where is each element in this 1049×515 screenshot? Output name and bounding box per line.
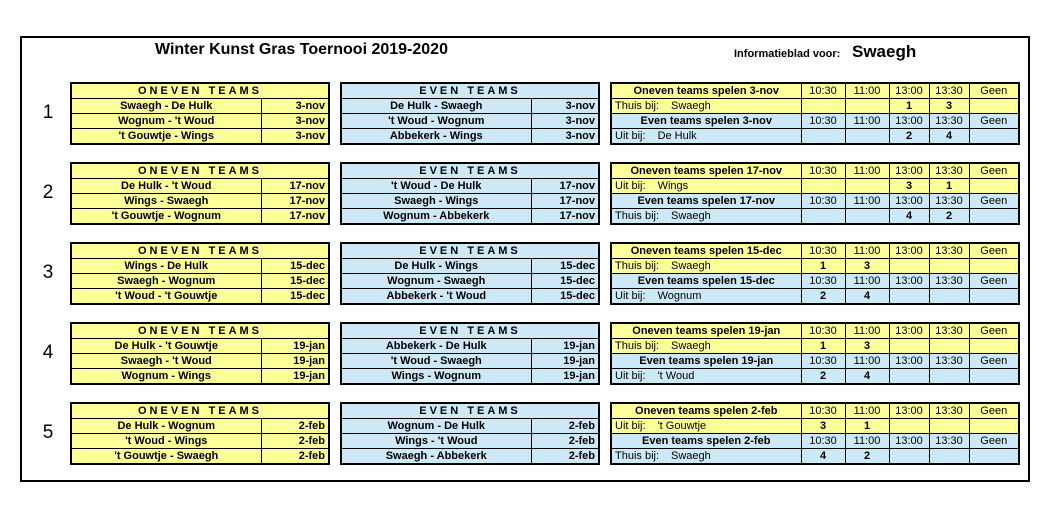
location-type: Uit bij: bbox=[615, 179, 646, 192]
even-location-row bbox=[611, 129, 1019, 145]
table-row bbox=[341, 99, 599, 114]
match-cell: De Hulk - Swaegh bbox=[341, 99, 531, 114]
table-row bbox=[71, 259, 329, 274]
match-cell: Swaegh - Wognum bbox=[71, 274, 261, 289]
field-number-cell bbox=[929, 419, 969, 434]
field-number-cell bbox=[889, 259, 929, 274]
schedule-info-table-round-4 bbox=[610, 322, 1020, 385]
field-number-cell bbox=[845, 99, 889, 114]
table-row bbox=[341, 179, 599, 194]
oneven-schedule-row bbox=[611, 243, 1019, 259]
date-cell: 19-jan bbox=[531, 369, 599, 385]
field-number-cell bbox=[929, 289, 969, 305]
time-slot-cell: 11:00 bbox=[845, 354, 889, 369]
round-number: 3 bbox=[42, 262, 54, 283]
oneven-schedule-label: Oneven teams spelen 19-jan bbox=[611, 323, 801, 339]
table-row bbox=[341, 289, 599, 305]
time-slot-cell: 13:30 bbox=[929, 243, 969, 259]
table-row bbox=[71, 449, 329, 465]
table-row bbox=[71, 99, 329, 114]
even-schedule-label: Even teams spelen 17-nov bbox=[611, 194, 801, 209]
time-slot-cell: 13:00 bbox=[889, 114, 929, 129]
time-slot-cell: 10:30 bbox=[801, 274, 845, 289]
round-number: 2 bbox=[42, 182, 54, 203]
field-number-cell bbox=[969, 209, 1019, 225]
date-cell: 2-feb bbox=[261, 449, 329, 465]
match-cell: 't Woud - Wings bbox=[71, 434, 261, 449]
field-number-cell: 2 bbox=[801, 289, 845, 305]
even-schedule-row bbox=[611, 354, 1019, 369]
date-cell: 19-jan bbox=[531, 354, 599, 369]
table-header-row bbox=[341, 403, 599, 419]
match-cell: Swaegh - Abbekerk bbox=[341, 449, 531, 465]
table-row bbox=[341, 274, 599, 289]
table-header-row bbox=[341, 323, 599, 339]
table-row bbox=[71, 209, 329, 225]
match-cell: Wings - 't Woud bbox=[341, 434, 531, 449]
time-slot-cell: Geen bbox=[969, 114, 1019, 129]
match-cell: 't Gouwtje - Swaegh bbox=[71, 449, 261, 465]
field-number-cell: 3 bbox=[845, 259, 889, 274]
even-location-row bbox=[611, 369, 1019, 385]
field-number-cell: 1 bbox=[889, 99, 929, 114]
field-number-cell bbox=[889, 339, 929, 354]
oneven-teams-header: ONEVEN TEAMS bbox=[71, 323, 329, 339]
location-team: Wognum bbox=[657, 289, 702, 302]
oneven-teams-header: ONEVEN TEAMS bbox=[71, 163, 329, 179]
time-slot-cell: Geen bbox=[969, 403, 1019, 419]
date-cell: 15-dec bbox=[261, 259, 329, 274]
field-number-cell bbox=[801, 209, 845, 225]
match-cell: 't Woud - 't Gouwtje bbox=[71, 289, 261, 305]
even-schedule-row bbox=[611, 434, 1019, 449]
table-row bbox=[341, 194, 599, 209]
field-number-cell bbox=[969, 419, 1019, 434]
round-number: 4 bbox=[42, 342, 54, 363]
location-type: Uit bij: bbox=[615, 129, 646, 142]
date-cell: 3-nov bbox=[261, 114, 329, 129]
location-team: Swaegh bbox=[671, 259, 711, 272]
oneven-location-row bbox=[611, 179, 1019, 194]
oneven-teams-table-round-4 bbox=[70, 322, 330, 385]
table-row bbox=[341, 129, 599, 145]
oneven-teams-header: ONEVEN TEAMS bbox=[71, 403, 329, 419]
even-teams-table-round-4 bbox=[340, 322, 600, 385]
match-cell: Wognum - Swaegh bbox=[341, 274, 531, 289]
field-number-cell: 2 bbox=[889, 129, 929, 145]
field-number-cell: 1 bbox=[801, 259, 845, 274]
time-slot-cell: 13:00 bbox=[889, 243, 929, 259]
oneven-location-cell bbox=[611, 259, 801, 274]
time-slot-cell: 13:30 bbox=[929, 194, 969, 209]
match-cell: Wognum - Abbekerk bbox=[341, 209, 531, 225]
oneven-schedule-label: Oneven teams spelen 3-nov bbox=[611, 83, 801, 99]
table-row bbox=[71, 289, 329, 305]
field-number-cell bbox=[801, 99, 845, 114]
time-slot-cell: 13:00 bbox=[889, 163, 929, 179]
time-slot-cell: 11:00 bbox=[845, 323, 889, 339]
even-location-cell bbox=[611, 129, 801, 145]
date-cell: 17-nov bbox=[261, 209, 329, 225]
time-slot-cell: Geen bbox=[969, 163, 1019, 179]
table-header-row bbox=[71, 163, 329, 179]
time-slot-cell: 13:30 bbox=[929, 83, 969, 99]
even-schedule-row bbox=[611, 274, 1019, 289]
time-slot-cell: 13:30 bbox=[929, 274, 969, 289]
time-slot-cell: 13:00 bbox=[889, 323, 929, 339]
field-number-cell bbox=[929, 449, 969, 465]
match-cell: Wings - Wognum bbox=[341, 369, 531, 385]
table-row bbox=[341, 339, 599, 354]
table-header-row bbox=[71, 83, 329, 99]
field-number-cell bbox=[969, 99, 1019, 114]
even-location-row bbox=[611, 209, 1019, 225]
match-cell: 't Woud - Swaegh bbox=[341, 354, 531, 369]
field-number-cell: 4 bbox=[845, 369, 889, 385]
even-location-cell bbox=[611, 369, 801, 385]
date-cell: 2-feb bbox=[261, 419, 329, 434]
date-cell: 15-dec bbox=[531, 289, 599, 305]
date-cell: 2-feb bbox=[531, 419, 599, 434]
field-number-cell bbox=[969, 289, 1019, 305]
field-number-cell bbox=[845, 129, 889, 145]
even-location-cell bbox=[611, 449, 801, 465]
even-teams-header: EVEN TEAMS bbox=[341, 323, 599, 339]
even-schedule-row bbox=[611, 194, 1019, 209]
table-row bbox=[71, 419, 329, 434]
time-slot-cell: 10:30 bbox=[801, 243, 845, 259]
even-teams-table-round-2 bbox=[340, 162, 600, 225]
field-number-cell bbox=[969, 449, 1019, 465]
oneven-teams-header: ONEVEN TEAMS bbox=[71, 243, 329, 259]
even-location-row bbox=[611, 449, 1019, 465]
table-row bbox=[341, 419, 599, 434]
field-number-cell: 2 bbox=[845, 449, 889, 465]
even-teams-header: EVEN TEAMS bbox=[341, 163, 599, 179]
location-type: Thuis bij: bbox=[615, 209, 660, 222]
time-slot-cell: 11:00 bbox=[845, 243, 889, 259]
oneven-schedule-label: Oneven teams spelen 2-feb bbox=[611, 403, 801, 419]
field-number-cell: 1 bbox=[929, 179, 969, 194]
date-cell: 3-nov bbox=[531, 129, 599, 145]
even-teams-table-round-5 bbox=[340, 402, 600, 465]
field-number-cell: 3 bbox=[845, 339, 889, 354]
match-cell: Swaegh - De Hulk bbox=[71, 99, 261, 114]
field-number-cell bbox=[929, 259, 969, 274]
location-type: Uit bij: bbox=[615, 419, 646, 432]
schedule-info-table-round-3 bbox=[610, 242, 1020, 305]
oneven-teams-table-round-1 bbox=[70, 82, 330, 145]
date-cell: 17-nov bbox=[531, 209, 599, 225]
even-location-cell bbox=[611, 209, 801, 225]
time-slot-cell: Geen bbox=[969, 354, 1019, 369]
time-slot-cell: 13:00 bbox=[889, 434, 929, 449]
table-header-row bbox=[71, 243, 329, 259]
even-schedule-label: Even teams spelen 15-dec bbox=[611, 274, 801, 289]
oneven-teams-table-round-3 bbox=[70, 242, 330, 305]
even-schedule-label: Even teams spelen 19-jan bbox=[611, 354, 801, 369]
time-slot-cell: 13:00 bbox=[889, 403, 929, 419]
date-cell: 3-nov bbox=[531, 114, 599, 129]
field-number-cell: 2 bbox=[801, 369, 845, 385]
table-row bbox=[71, 369, 329, 385]
location-team: Wings bbox=[657, 179, 689, 192]
field-number-cell: 3 bbox=[929, 99, 969, 114]
field-number-cell bbox=[929, 339, 969, 354]
oneven-location-row bbox=[611, 339, 1019, 354]
time-slot-cell: 13:30 bbox=[929, 403, 969, 419]
time-slot-cell: Geen bbox=[969, 323, 1019, 339]
match-cell: Abbekerk - 't Woud bbox=[341, 289, 531, 305]
field-number-cell bbox=[969, 129, 1019, 145]
location-team: Swaegh bbox=[671, 339, 711, 352]
table-row bbox=[341, 354, 599, 369]
location-team: De Hulk bbox=[657, 129, 697, 142]
oneven-schedule-row bbox=[611, 323, 1019, 339]
oneven-schedule-label: Oneven teams spelen 15-dec bbox=[611, 243, 801, 259]
time-slot-cell: 10:30 bbox=[801, 403, 845, 419]
match-cell: 't Woud - Wognum bbox=[341, 114, 531, 129]
even-teams-table-round-3 bbox=[340, 242, 600, 305]
even-teams-header: EVEN TEAMS bbox=[341, 83, 599, 99]
oneven-location-row bbox=[611, 259, 1019, 274]
time-slot-cell: 10:30 bbox=[801, 323, 845, 339]
time-slot-cell: Geen bbox=[969, 434, 1019, 449]
time-slot-cell: 10:30 bbox=[801, 114, 845, 129]
oneven-location-row bbox=[611, 419, 1019, 434]
match-cell: De Hulk - Wognum bbox=[71, 419, 261, 434]
match-cell: 't Gouwtje - Wognum bbox=[71, 209, 261, 225]
date-cell: 15-dec bbox=[261, 274, 329, 289]
table-row bbox=[341, 209, 599, 225]
page-title: Winter Kunst Gras Toernooi 2019-2020 bbox=[155, 41, 448, 58]
field-number-cell bbox=[969, 369, 1019, 385]
field-number-cell bbox=[889, 449, 929, 465]
table-header-row bbox=[341, 243, 599, 259]
field-number-cell bbox=[969, 259, 1019, 274]
match-cell: Abbekerk - Wings bbox=[341, 129, 531, 145]
field-number-cell bbox=[889, 289, 929, 305]
even-location-cell bbox=[611, 289, 801, 305]
oneven-schedule-label: Oneven teams spelen 17-nov bbox=[611, 163, 801, 179]
oneven-location-cell bbox=[611, 339, 801, 354]
table-header-row bbox=[341, 163, 599, 179]
field-number-cell: 3 bbox=[801, 419, 845, 434]
time-slot-cell: 11:00 bbox=[845, 163, 889, 179]
oneven-teams-table-round-5 bbox=[70, 402, 330, 465]
time-slot-cell: 11:00 bbox=[845, 83, 889, 99]
date-cell: 19-jan bbox=[531, 339, 599, 354]
round-number: 5 bbox=[42, 422, 54, 443]
match-cell: Swaegh - 't Woud bbox=[71, 354, 261, 369]
time-slot-cell: 10:30 bbox=[801, 354, 845, 369]
date-cell: 19-jan bbox=[261, 339, 329, 354]
time-slot-cell: 13:30 bbox=[929, 163, 969, 179]
table-row bbox=[71, 339, 329, 354]
date-cell: 2-feb bbox=[531, 434, 599, 449]
location-team: 't Gouwtje bbox=[657, 419, 707, 432]
field-number-cell bbox=[889, 419, 929, 434]
match-cell: 't Gouwtje - Wings bbox=[71, 129, 261, 145]
location-team: 't Woud bbox=[657, 369, 695, 382]
oneven-schedule-row bbox=[611, 403, 1019, 419]
table-row bbox=[71, 114, 329, 129]
oneven-schedule-row bbox=[611, 83, 1019, 99]
field-number-cell bbox=[801, 129, 845, 145]
schedule-info-table-round-5 bbox=[610, 402, 1020, 465]
table-row bbox=[71, 129, 329, 145]
match-cell: Wognum - Wings bbox=[71, 369, 261, 385]
time-slot-cell: 10:30 bbox=[801, 194, 845, 209]
field-number-cell: 1 bbox=[801, 339, 845, 354]
date-cell: 17-nov bbox=[261, 194, 329, 209]
time-slot-cell: 11:00 bbox=[845, 274, 889, 289]
table-row bbox=[71, 194, 329, 209]
time-slot-cell: 13:00 bbox=[889, 354, 929, 369]
time-slot-cell: 11:00 bbox=[845, 434, 889, 449]
match-cell: Wognum - 't Woud bbox=[71, 114, 261, 129]
field-number-cell bbox=[801, 179, 845, 194]
info-sheet-team: Swaegh bbox=[852, 42, 917, 61]
time-slot-cell: 10:30 bbox=[801, 163, 845, 179]
match-cell: Abbekerk - De Hulk bbox=[341, 339, 531, 354]
oneven-location-row bbox=[611, 99, 1019, 114]
date-cell: 3-nov bbox=[261, 129, 329, 145]
field-number-cell: 2 bbox=[929, 209, 969, 225]
date-cell: 15-dec bbox=[531, 274, 599, 289]
even-teams-header: EVEN TEAMS bbox=[341, 403, 599, 419]
location-type: Uit bij: bbox=[615, 289, 646, 302]
location-team: Swaegh bbox=[671, 209, 711, 222]
table-row bbox=[341, 449, 599, 465]
even-teams-header: EVEN TEAMS bbox=[341, 243, 599, 259]
time-slot-cell: 13:30 bbox=[929, 114, 969, 129]
even-teams-table-round-1 bbox=[340, 82, 600, 145]
field-number-cell: 4 bbox=[889, 209, 929, 225]
info-sheet-label: Informatieblad voor: bbox=[734, 48, 841, 60]
time-slot-cell: Geen bbox=[969, 194, 1019, 209]
date-cell: 19-jan bbox=[261, 369, 329, 385]
date-cell: 17-nov bbox=[531, 194, 599, 209]
match-cell: Wings - De Hulk bbox=[71, 259, 261, 274]
field-number-cell bbox=[929, 369, 969, 385]
time-slot-cell: 10:30 bbox=[801, 83, 845, 99]
table-row bbox=[341, 114, 599, 129]
field-number-cell: 1 bbox=[845, 419, 889, 434]
location-team: Swaegh bbox=[671, 99, 711, 112]
match-cell: De Hulk - Wings bbox=[341, 259, 531, 274]
field-number-cell: 3 bbox=[889, 179, 929, 194]
even-location-row bbox=[611, 289, 1019, 305]
date-cell: 19-jan bbox=[261, 354, 329, 369]
time-slot-cell: 11:00 bbox=[845, 114, 889, 129]
location-team: Swaegh bbox=[671, 449, 711, 462]
location-type: Thuis bij: bbox=[615, 339, 660, 352]
date-cell: 2-feb bbox=[261, 434, 329, 449]
schedule-info-table-round-1 bbox=[610, 82, 1020, 145]
time-slot-cell: 13:00 bbox=[889, 83, 929, 99]
field-number-cell bbox=[889, 369, 929, 385]
match-cell: De Hulk - 't Woud bbox=[71, 179, 261, 194]
location-type: Thuis bij: bbox=[615, 259, 660, 272]
round-number: 1 bbox=[42, 102, 54, 123]
oneven-location-cell bbox=[611, 99, 801, 114]
time-slot-cell: 13:30 bbox=[929, 434, 969, 449]
oneven-schedule-row bbox=[611, 163, 1019, 179]
location-type: Thuis bij: bbox=[615, 99, 660, 112]
date-cell: 15-dec bbox=[531, 259, 599, 274]
even-schedule-row bbox=[611, 114, 1019, 129]
time-slot-cell: 13:30 bbox=[929, 323, 969, 339]
time-slot-cell: 10:30 bbox=[801, 434, 845, 449]
table-row bbox=[341, 259, 599, 274]
date-cell: 17-nov bbox=[531, 179, 599, 194]
oneven-teams-header: ONEVEN TEAMS bbox=[71, 83, 329, 99]
date-cell: 2-feb bbox=[531, 449, 599, 465]
even-schedule-label: Even teams spelen 3-nov bbox=[611, 114, 801, 129]
match-cell: Wings - Swaegh bbox=[71, 194, 261, 209]
field-number-cell: 4 bbox=[929, 129, 969, 145]
field-number-cell: 4 bbox=[801, 449, 845, 465]
date-cell: 3-nov bbox=[531, 99, 599, 114]
date-cell: 15-dec bbox=[261, 289, 329, 305]
oneven-teams-table-round-2 bbox=[70, 162, 330, 225]
time-slot-cell: 13:00 bbox=[889, 194, 929, 209]
schedule-info-table-round-2 bbox=[610, 162, 1020, 225]
match-cell: Wognum - De Hulk bbox=[341, 419, 531, 434]
location-type: Uit bij: bbox=[615, 369, 646, 382]
table-row bbox=[71, 354, 329, 369]
table-row bbox=[71, 274, 329, 289]
oneven-location-cell bbox=[611, 419, 801, 434]
table-row bbox=[71, 179, 329, 194]
time-slot-cell: Geen bbox=[969, 243, 1019, 259]
table-row bbox=[341, 434, 599, 449]
table-header-row bbox=[71, 323, 329, 339]
location-type: Thuis bij: bbox=[615, 449, 660, 462]
match-cell: De Hulk - 't Gouwtje bbox=[71, 339, 261, 354]
time-slot-cell: 13:00 bbox=[889, 274, 929, 289]
oneven-location-cell bbox=[611, 179, 801, 194]
table-header-row bbox=[341, 83, 599, 99]
field-number-cell bbox=[969, 179, 1019, 194]
time-slot-cell: Geen bbox=[969, 274, 1019, 289]
date-cell: 17-nov bbox=[261, 179, 329, 194]
field-number-cell bbox=[969, 339, 1019, 354]
date-cell: 3-nov bbox=[261, 99, 329, 114]
table-header-row bbox=[71, 403, 329, 419]
field-number-cell: 4 bbox=[845, 289, 889, 305]
table-row bbox=[71, 434, 329, 449]
field-number-cell bbox=[845, 179, 889, 194]
time-slot-cell: 11:00 bbox=[845, 403, 889, 419]
field-number-cell bbox=[845, 209, 889, 225]
time-slot-cell: 11:00 bbox=[845, 194, 889, 209]
match-cell: 't Woud - De Hulk bbox=[341, 179, 531, 194]
even-schedule-label: Even teams spelen 2-feb bbox=[611, 434, 801, 449]
time-slot-cell: Geen bbox=[969, 83, 1019, 99]
time-slot-cell: 13:30 bbox=[929, 354, 969, 369]
match-cell: Swaegh - Wings bbox=[341, 194, 531, 209]
table-row bbox=[341, 369, 599, 385]
